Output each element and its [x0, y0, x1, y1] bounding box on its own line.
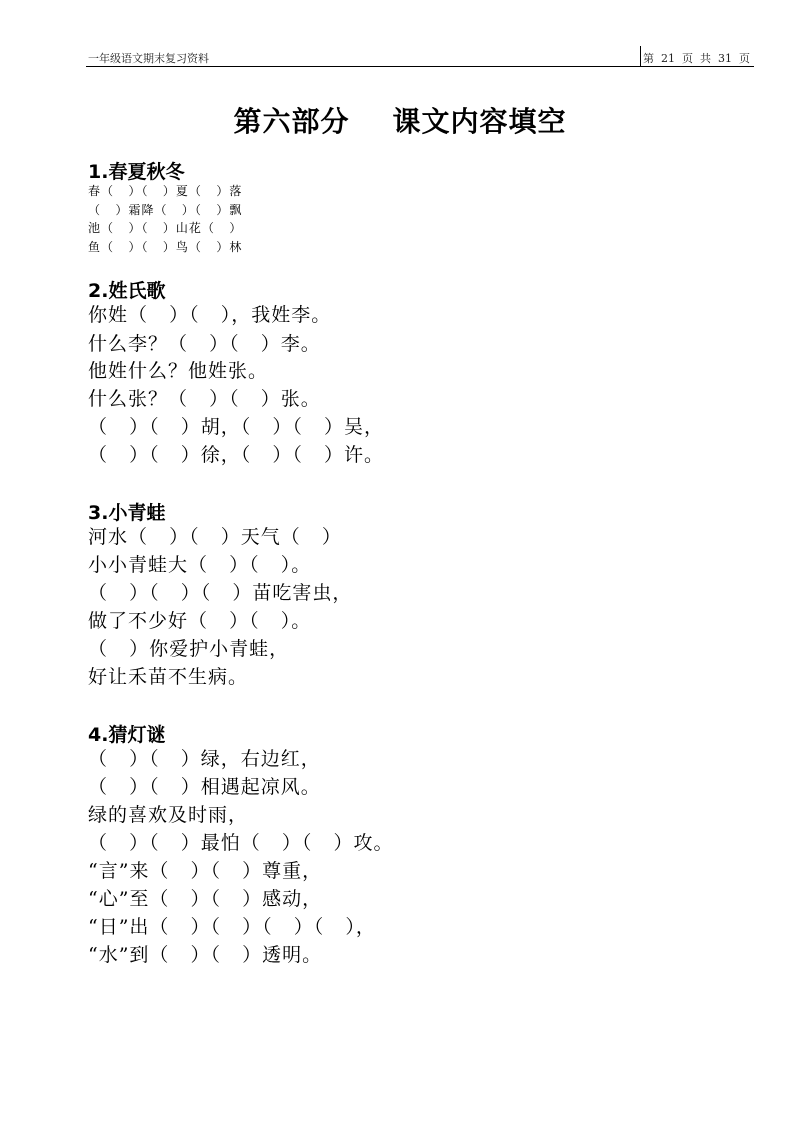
fill-line: （ ）你爱护小青蛙， [88, 638, 290, 660]
fill-line: （ ）（ ）相遇起凉风。 [88, 776, 321, 798]
section-title: 3.小青蛙 [88, 502, 166, 524]
section-title: 2.姓氏歌 [88, 280, 166, 302]
fill-line: 你姓（ ）（ ），我姓李。 [88, 304, 332, 326]
fill-line: 池（ ）（ ）山花（ ） [88, 221, 243, 235]
section-title: 4.猜灯谜 [88, 724, 166, 746]
page-title: 第六部分 课文内容填空 [233, 105, 567, 138]
section-title: 1.春夏秋冬 [88, 161, 185, 183]
fill-line: （ ）（ ）最怕（ ）（ ）攻。 [88, 832, 394, 854]
fill-line: 春（ ）（ ）夏（ ）落 [88, 184, 243, 198]
fill-line: “心”至（ ）（ ）感动， [88, 888, 323, 910]
fill-line: “水”到（ ）（ ）透明。 [88, 944, 323, 966]
fill-line: （ ）（ ）胡，（ ）（ ）吴， [88, 416, 384, 438]
fill-line: （ ）（ ）徐，（ ）（ ）许。 [88, 444, 384, 466]
fill-line: 河水（ ）（ ）天气（ ） [88, 526, 342, 548]
header-doc-title: 一年级语文期末复习资料 [88, 52, 209, 65]
header-divider [640, 46, 641, 66]
fill-line: “日”出（ ）（ ）（ ）（ ）， [88, 916, 376, 938]
fill-line: 绿的喜欢及时雨， [88, 804, 249, 826]
header-page-number: 第 21 页 共 31 页 [643, 52, 750, 65]
fill-line: 小小青蛙大（ ）（ ）。 [88, 554, 312, 576]
fill-line: （ ）霜降（ ）（ ）飘 [88, 203, 243, 217]
fill-line: 什么张？（ ）（ ）张。 [88, 388, 321, 410]
fill-line: 鱼（ ）（ ）鸟（ ）林 [88, 240, 243, 254]
fill-line: 他姓什么？他姓张。 [88, 360, 269, 382]
fill-line: （ ）（ ）（ ）苗吃害虫， [88, 582, 353, 604]
fill-line: “言”来（ ）（ ）尊重， [88, 860, 323, 882]
fill-line: 什么李？（ ）（ ）李。 [88, 333, 321, 355]
fill-line: （ ）（ ）绿，右边红， [88, 748, 321, 770]
fill-line: 好让禾苗不生病。 [88, 666, 249, 688]
header-rule [86, 66, 754, 67]
fill-line: 做了不少好（ ）（ ）。 [88, 610, 312, 632]
